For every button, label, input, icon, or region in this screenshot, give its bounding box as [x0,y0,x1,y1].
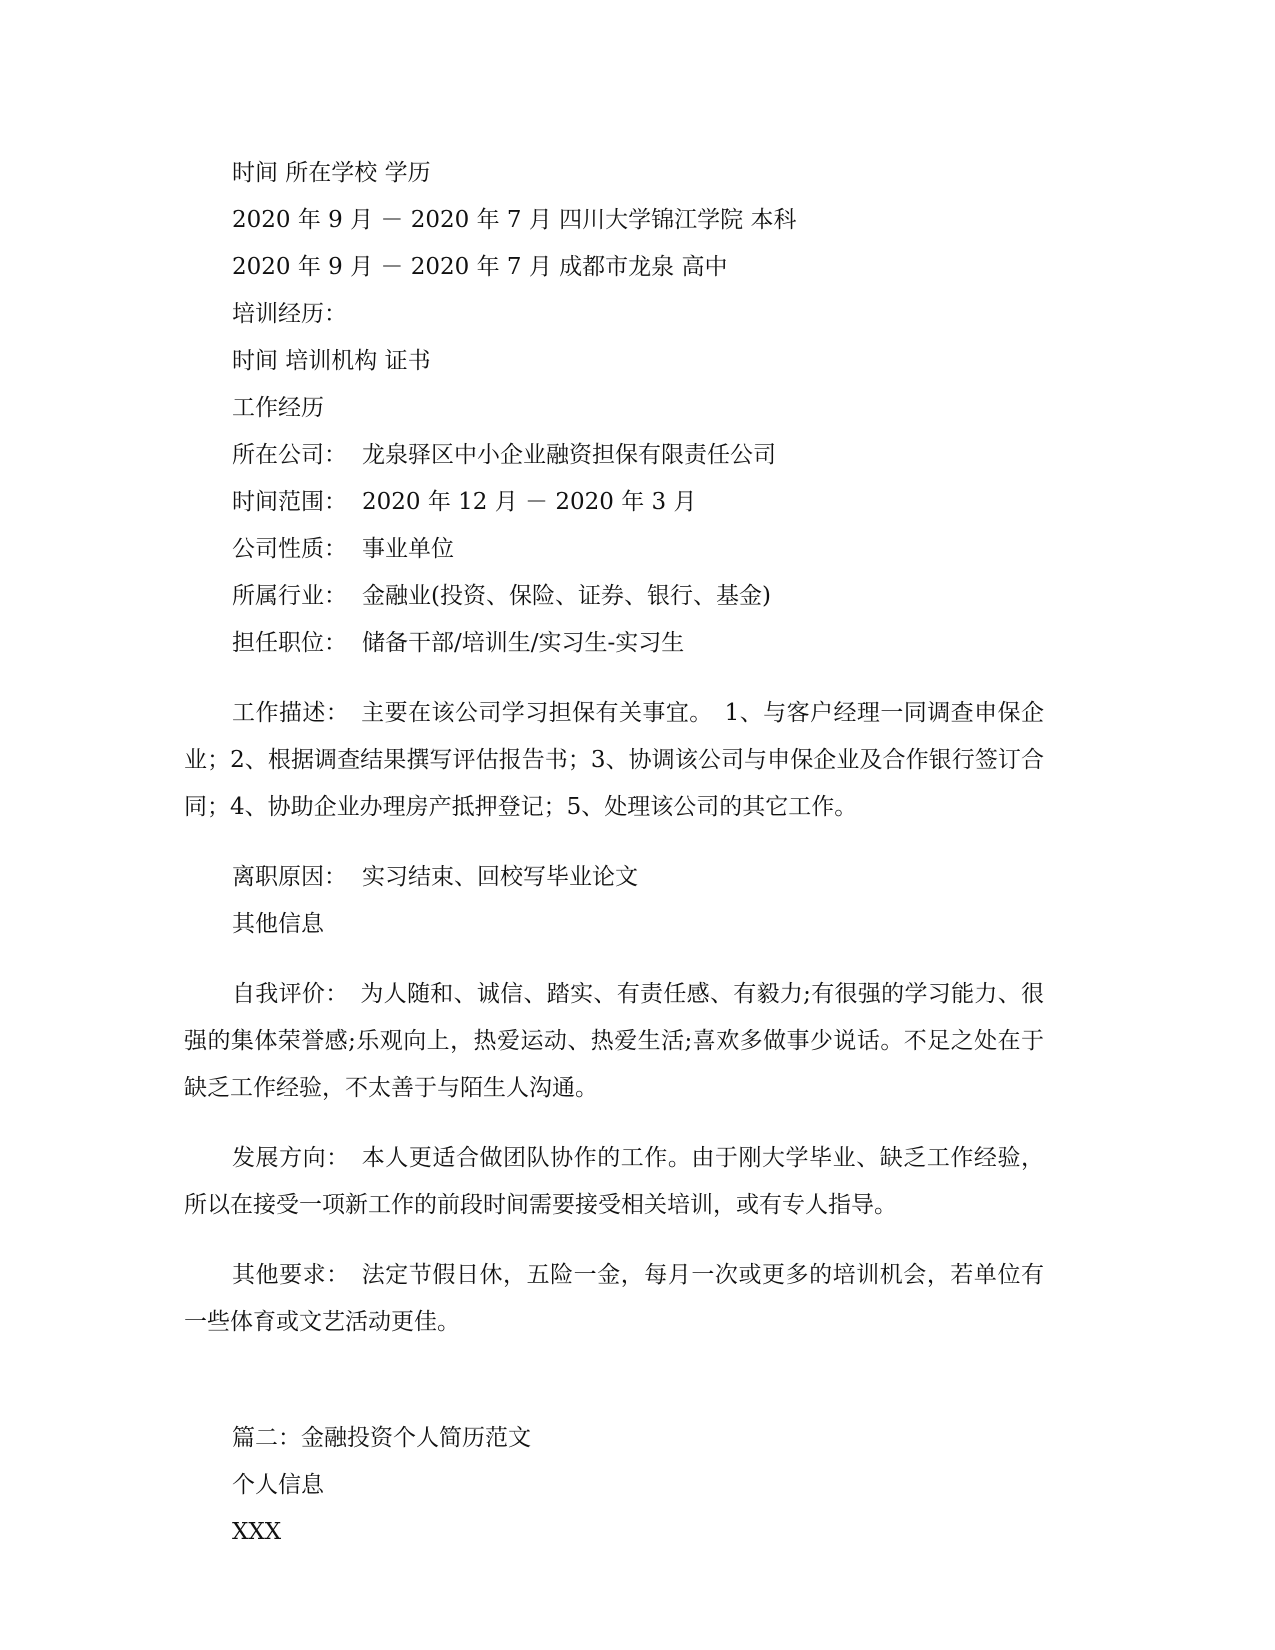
work-field-company [184,432,1044,479]
other-info-title: 其他信息 [232,911,324,937]
work-field-nature [184,526,1044,573]
field-value: 事业单位 [362,536,454,562]
document-body [184,150,1044,1556]
field-value: 金融业(投资、保险、证券、银行、基金) [362,583,771,609]
work-field-period [184,479,1044,526]
work-field-leave-reason [184,854,1044,901]
field-label: 担任职位： [232,630,347,656]
training-title: 培训经历： [232,301,347,327]
education-row: 2020 年 9 月 － 2020 年 7 月 四川大学锦江学院 本科 [232,207,797,233]
self-evaluation: 自我评价： 为人随和、诚信、踏实、有责任感、有毅力;有很强的学习能力、很强的集体荣誉感;乐观向上，热爱运动、热爱生活;喜欢多做事少说话。不足之处在于缺乏工作经验，不太善于与陌生人沟通。 [184,981,1044,1101]
development-direction: 发展方向： 本人更适合做团队协作的工作。由于刚大学毕业、缺乏工作经验，所以在接受一项新工作的前段时间需要接受相关培训，或有专人指导。 [184,1145,1044,1218]
field-value: 2020 年 12 月 － 2020 年 3 月 [362,489,697,515]
field-value: 实习结束、回校写毕业论文 [362,864,638,890]
field-value: 储备干部/培训生/实习生-实习生 [362,630,685,656]
work-title: 工作经历 [232,395,324,421]
education-row: 2020 年 9 月 － 2020 年 7 月 成都市龙泉 高中 [232,254,728,280]
field-label: 离职原因： [232,864,347,890]
field-value: 龙泉驿区中小企业融资担保有限责任公司 [362,442,776,468]
work-description: 工作描述： 主要在该公司学习担保有关事宜。 1、与客户经理一同调查申保企业；2、根据调查结果撰写评估报告书；3、协调该公司与申保企业及合作银行签订合同；4、协助企业办理房产抵押登记；5、处理该公司的其它工作。 [184,700,1044,820]
other-requirements: 其他要求： 法定节假日休，五险一金，每月一次或更多的培训机会，若单位有一些体育或文艺活动更佳。 [184,1262,1044,1335]
education-header: 时间 所在学校 学历 [232,160,431,186]
personal-name: XXX [232,1519,282,1545]
work-field-position [184,620,1044,667]
part-two-title: 篇二：金融投资个人简历范文 [232,1425,531,1451]
field-label: 所在公司： [232,442,347,468]
section-spacer [184,1369,1044,1415]
field-label: 时间范围： [232,489,347,515]
personal-info-title: 个人信息 [232,1472,324,1498]
field-label: 所属行业： [232,583,347,609]
training-header: 时间 培训机构 证书 [232,348,431,374]
field-label: 公司性质： [232,536,347,562]
work-field-industry [184,573,1044,620]
